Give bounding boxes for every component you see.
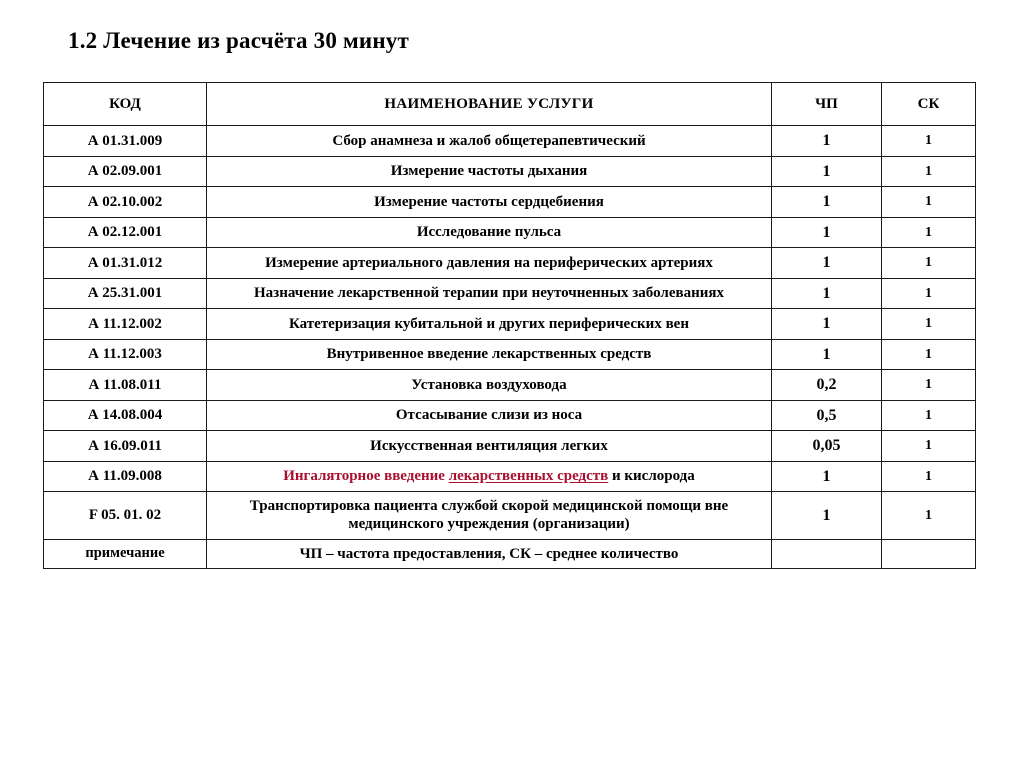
table-row [44, 156, 976, 187]
cell-code: А 11.09.008 [44, 461, 207, 492]
column-header-sk: СК [882, 83, 976, 126]
column-header-code: КОД [44, 83, 207, 126]
table-row [44, 187, 976, 218]
cell-code: А 02.09.001 [44, 156, 207, 187]
cell-code: А 02.10.002 [44, 187, 207, 218]
cell-sk: 1 [882, 492, 976, 540]
table-row [44, 217, 976, 248]
page-title: 1.2 Лечение из расчёта 30 минут [68, 28, 409, 53]
table-row-highlighted [44, 431, 976, 462]
table-row [44, 309, 976, 340]
cell-sk: 1 [882, 461, 976, 492]
cell-sk: 1 [882, 370, 976, 401]
cell-code: А 16.09.011 [44, 431, 207, 462]
cell-chp: 0,2 [772, 370, 882, 401]
cell-service-name: Исследование пульса [207, 217, 772, 248]
service-name-black-suffix: и кислорода [608, 468, 695, 485]
cell-chp: 1 [772, 339, 882, 370]
cell-chp: 1 [772, 217, 882, 248]
cell-code: А 14.08.004 [44, 400, 207, 431]
cell-service-name: Внутривенное введение лекарственных средств [207, 339, 772, 370]
cell-sk: 1 [882, 217, 976, 248]
cell-code: А 11.08.011 [44, 370, 207, 401]
cell-sk: 1 [882, 400, 976, 431]
table-row [44, 126, 976, 157]
column-header-name: НАИМЕНОВАНИЕ УСЛУГИ [207, 83, 772, 126]
cell-service-name: Искусственная вентиляция легких [207, 431, 772, 462]
table-row-highlighted [44, 461, 976, 492]
table-row [44, 339, 976, 370]
cell-chp: 1 [772, 309, 882, 340]
cell-chp: 1 [772, 156, 882, 187]
cell-chp: 1 [772, 248, 882, 279]
cell-code: А 11.12.002 [44, 309, 207, 340]
cell-code: А 11.12.003 [44, 339, 207, 370]
cell-chp: 0,5 [772, 400, 882, 431]
services-table-container [43, 82, 975, 569]
cell-service-name: Назначение лекарственной терапии при неуточненных заболеваниях [207, 278, 772, 309]
cell-code: А 25.31.001 [44, 278, 207, 309]
cell-chp: 1 [772, 492, 882, 540]
cell-code: А 01.31.009 [44, 126, 207, 157]
service-name-red-underlined: лекарственных средств [448, 468, 609, 485]
cell-service-name: Сбор анамнеза и жалоб общетерапевтический [207, 126, 772, 157]
cell-sk: 1 [882, 278, 976, 309]
cell-note-label: примечание [44, 539, 207, 568]
cell-code: А 02.12.001 [44, 217, 207, 248]
cell-service-name: Катетеризация кубитальной и других периферических вен [207, 309, 772, 340]
cell-sk: 1 [882, 187, 976, 218]
cell-code: А 01.31.012 [44, 248, 207, 279]
table-row-highlighted [44, 400, 976, 431]
table-row-highlighted [44, 370, 976, 401]
cell-code: F 05. 01. 02 [44, 492, 207, 540]
table-row [44, 248, 976, 279]
services-table [43, 82, 976, 569]
cell-sk: 1 [882, 431, 976, 462]
cell-sk: 1 [882, 248, 976, 279]
table-row [44, 492, 976, 540]
cell-service-name: Отсасывание слизи из носа [207, 400, 772, 431]
cell-chp [772, 539, 882, 568]
cell-service-name: Измерение артериального давления на периферических артериях [207, 248, 772, 279]
cell-service-name [207, 461, 772, 492]
cell-sk: 1 [882, 126, 976, 157]
column-header-chp: ЧП [772, 83, 882, 126]
cell-service-name: Измерение частоты дыхания [207, 156, 772, 187]
cell-chp: 1 [772, 187, 882, 218]
cell-sk [882, 539, 976, 568]
cell-service-name: Транспортировка пациента службой скорой медицинской помощи вне медицинского учреждения (организации) [207, 492, 772, 540]
service-name-red-prefix: Ингаляторное введение [283, 468, 449, 485]
cell-service-name: Измерение частоты сердцебиения [207, 187, 772, 218]
cell-sk: 1 [882, 309, 976, 340]
cell-sk: 1 [882, 156, 976, 187]
table-row [44, 278, 976, 309]
cell-chp: 1 [772, 278, 882, 309]
cell-note-text: ЧП – частота предоставления, СК – среднее количество [207, 539, 772, 568]
table-note-row [44, 539, 976, 568]
cell-chp: 1 [772, 461, 882, 492]
cell-chp: 1 [772, 126, 882, 157]
table-header-row [44, 83, 976, 126]
cell-sk: 1 [882, 339, 976, 370]
cell-service-name: Установка воздуховода [207, 370, 772, 401]
cell-chp: 0,05 [772, 431, 882, 462]
